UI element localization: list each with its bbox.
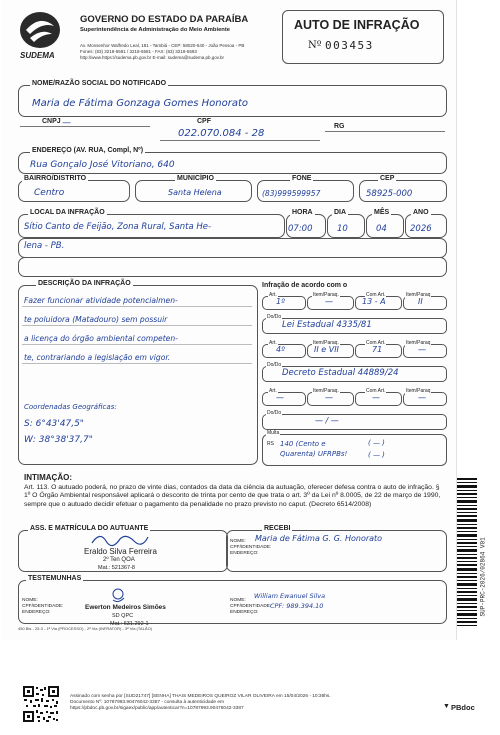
row2-comart-label: Com Art.	[366, 340, 386, 346]
row1-law: Lei Estadual 4335/81	[282, 320, 372, 330]
row3-comart-label: Com Art.	[366, 388, 386, 394]
autuante-label: ASS. E MATRÍCULA DO AUTUANTE	[30, 525, 149, 532]
row1-item2: II	[418, 297, 423, 306]
w1-rank: SD QPC	[112, 613, 134, 619]
row3-comart: —	[372, 393, 380, 402]
autuante-name: Eraldo Silva Ferreira	[84, 547, 157, 556]
notice-title: INTIMAÇÃO:	[24, 473, 72, 482]
multa-value-3: ( — )	[368, 451, 385, 459]
side-barcode	[456, 478, 482, 628]
address-label: ENDEREÇO (AV. RUA, Compl, Nº)	[32, 147, 144, 154]
row2-item2-label: Item/Paraq	[406, 340, 431, 346]
row3-item-label: Item/Paraq.	[313, 388, 339, 394]
address-line-2: Fones: (83) 3218-5591 / 3218-5581 - FAX: (83) 3218-5593	[80, 49, 197, 54]
hora-label: HORA	[292, 209, 313, 216]
recebi-label: RECEBI	[264, 525, 291, 532]
w2-name: William Ewanuel Silva	[254, 592, 326, 600]
cep-value: 58925-000	[366, 189, 413, 199]
pbdoc-logo-icon: ▼	[443, 703, 450, 710]
logo-text: SUDEMA	[20, 51, 55, 60]
row1-dodo-label: Do/Do	[267, 314, 282, 320]
row3-dodo-label: Do/Do	[267, 410, 282, 416]
w2-end-label: ENDEREÇO:	[230, 610, 259, 615]
description-rule-2	[22, 325, 252, 326]
notified-label: NOME/RAZÃO SOCIAL DO NOTIFICADO	[32, 80, 167, 87]
autuante-rank: 2º Ten QOA	[103, 557, 135, 563]
w2-nome-label: NOME:	[230, 598, 246, 603]
coord-w: W: 38°38'37,7"	[24, 435, 93, 445]
row1-comart: 13 - A	[362, 297, 386, 306]
infraction-place-label: LOCAL DA INFRAÇÃO	[30, 209, 105, 216]
description-line-1: Fazer funcionar atividade potencialmen-	[24, 296, 178, 305]
w1-cpf-label: CPF/IDENTIDADE:	[22, 604, 64, 609]
multa-rs: RS	[267, 441, 274, 447]
org-subtitle: Superintendência de Administração do Meio Ambiente	[80, 27, 230, 33]
row2-item2: —	[418, 345, 426, 354]
row1-item: —	[325, 297, 333, 306]
footer-small: 450 Bls - 25-3 - 1ª Via (PROCESSO) - 2ª Via (INFRATOR) - 3ª Via (TALÃO)	[18, 626, 153, 631]
ano-value: 2026	[410, 224, 432, 234]
description-rule-1	[22, 306, 252, 307]
notice-text: Art. 113. O autuado poderá, no prazo de vinte dias, contados da data da ciência da autuação, oferecer defesa contra o auto de infração. § 1º O Órgão Ambiental responsável aplicará o desconto de trinta por cento de que trata o art. 3º da Lei nº 8.0005, de 22 de março de 1990, sempre que o autuado decidir efetuar o pagamento da penalidade no prazo previsto no caput. (Decreto 6514/2008)	[24, 484, 441, 508]
infraction-place-box-3	[18, 257, 447, 277]
doc-number: 003453	[325, 39, 374, 52]
row2-law: Decreto Estadual 44889/24	[282, 368, 399, 378]
description-rule-4	[22, 363, 252, 364]
row2-art-label: Art.	[269, 340, 277, 346]
row1-comart-label: Com Art.	[366, 292, 386, 298]
row2-dodo-label: Do/Do	[267, 362, 282, 368]
legal-title: Infração de acordo com o	[262, 282, 348, 289]
cep-label: CEP	[380, 175, 395, 182]
sudema-logo	[16, 8, 64, 58]
multa-label: Multa	[267, 430, 280, 436]
description-line-3: a licença do órgão ambiental competen-	[24, 334, 178, 343]
fone-value: (83)999599957	[262, 189, 321, 198]
row1-art-label: Art.	[269, 292, 277, 298]
mes-value: 04	[376, 224, 387, 234]
number-label: Nº	[308, 40, 322, 51]
dia-label: DIA	[334, 209, 347, 216]
bairro-label: BAIRRO/DISTRITO	[24, 175, 87, 182]
cpf-label: CPF	[197, 118, 211, 125]
doc-title: AUTO DE INFRAÇÃO	[294, 18, 420, 32]
recebi-end-label: ENDEREÇO:	[230, 551, 259, 556]
row3-art: —	[276, 393, 284, 402]
address-value: Rua Gonçalo José Vitoriano, 640	[30, 160, 175, 170]
w1-nome-label: NOME:	[22, 598, 38, 603]
hora-value: 07:00	[288, 224, 313, 234]
rg-label: RG	[334, 123, 345, 130]
ano-label: ANO	[413, 209, 429, 216]
description-rule-3	[22, 344, 252, 345]
signature-line-2: Documento Nº: 10787993.90476042-3387 - consulta à autenticidade em	[70, 700, 225, 705]
coord-s: S: 6°43'47,5"	[24, 419, 84, 429]
cpf-line	[160, 140, 320, 141]
w1-name: Ewerton Medeiros Simões	[85, 604, 166, 611]
side-code: SUP-PRC-2026/02864 V01	[479, 537, 487, 617]
recebi-cpf-label: CPF/IDENTIDADE:	[230, 545, 272, 550]
fone-label: FONE	[292, 175, 312, 182]
row2-art: 4º	[276, 345, 285, 354]
row3-item2-label: Item/Paraq	[406, 388, 431, 394]
mes-label: MÊS	[374, 209, 390, 216]
row1-item-label: Item/Paraq.	[313, 292, 339, 298]
row3-law-box	[262, 414, 447, 430]
bairro-value: Centro	[34, 188, 65, 198]
signature-line-3: https://pbdoc.pb.gov.br/sigaex/public/app/autenticar?n=10787993.90476042-3387	[70, 706, 244, 711]
multa-value: 140 (Cento e Quarenta) UFRPBs!	[280, 440, 348, 458]
row3-art-label: Art.	[269, 388, 277, 394]
municipio-value: Santa Helena	[168, 188, 222, 197]
w1-end-label: ENDEREÇO:	[22, 610, 51, 615]
infraction-place-line-2: lena - PB.	[24, 241, 65, 251]
infraction-place-line-1: Sítio Canto de Feijão, Zona Rural, Santa He-	[24, 222, 212, 232]
pbdoc-brand: PBdoc	[451, 703, 475, 712]
autuante-mat: Mat.: 521367-8	[98, 565, 135, 571]
multa-value-2: ( — )	[368, 439, 385, 447]
notified-value: Maria de Fátima Gonzaga Gomes Honorato	[32, 98, 249, 109]
row2-item-label: Item/Paraq.	[313, 340, 339, 346]
dia-value: 10	[337, 224, 348, 234]
cpf-value: 022.070.084 - 28	[178, 128, 265, 139]
row3-law: — / —	[315, 416, 339, 425]
recebi-nome-label: NOME:	[230, 539, 246, 544]
org-title: GOVERNO DO ESTADO DA PARAÍBA	[80, 14, 249, 25]
recebi-value: Maria de Fátima G. G. Honorato	[255, 534, 383, 543]
w1-mat: Mat.: 631.292-1	[110, 621, 149, 627]
address-line-1: Av. Monsenhor Walfredo Leal, 181 - Tambiá - CEP: 58020-540 - João Pessoa - PB	[80, 43, 245, 48]
infraction-place-box-2	[18, 238, 447, 258]
row1-item2-label: Item/Paraq	[406, 292, 431, 298]
address-line-3: http://www.https://sudema.pb.gov.br E-mail: sudema@sudema.pb.gov.br	[80, 55, 224, 60]
row3-item: —	[325, 393, 333, 402]
witnesses-label: TESTEMUNHAS	[28, 575, 82, 582]
w2-cpf-label: CPF/IDENTIDADE:	[230, 604, 272, 609]
signature-line-1: Assinado com senha por [SUD21747] [SENHA] THAIS MEDEIROS QUEIROZ VILAR OLIVEIRA em 15/04/2026 - 10:36hs.	[70, 694, 331, 699]
municipio-label: MUNICÍPIO	[177, 175, 214, 182]
row2-item: II e VII	[314, 345, 339, 354]
row2-comart: 71	[372, 345, 383, 354]
description-label: DESCRIÇÃO DA INFRAÇÃO	[38, 280, 131, 287]
row1-art: 1º	[276, 297, 285, 306]
rg-line	[325, 131, 445, 132]
w2-id: CPF: 989.394.10	[270, 602, 324, 610]
cnpj-line	[20, 126, 150, 127]
row3-art-box	[262, 392, 306, 406]
qr-code	[22, 685, 60, 723]
row1-item2-box	[403, 296, 447, 310]
coords-title: Coordenadas Geográficas:	[24, 403, 117, 411]
row3-item2: —	[418, 393, 426, 402]
cnpj-value: —	[62, 118, 71, 128]
description-line-2: te poluidora (Matadouro) sem possuir	[24, 315, 168, 324]
description-line-4: te, contrariando a legislação em vigor.	[24, 353, 171, 362]
cnpj-label: CNPJ	[42, 118, 61, 125]
